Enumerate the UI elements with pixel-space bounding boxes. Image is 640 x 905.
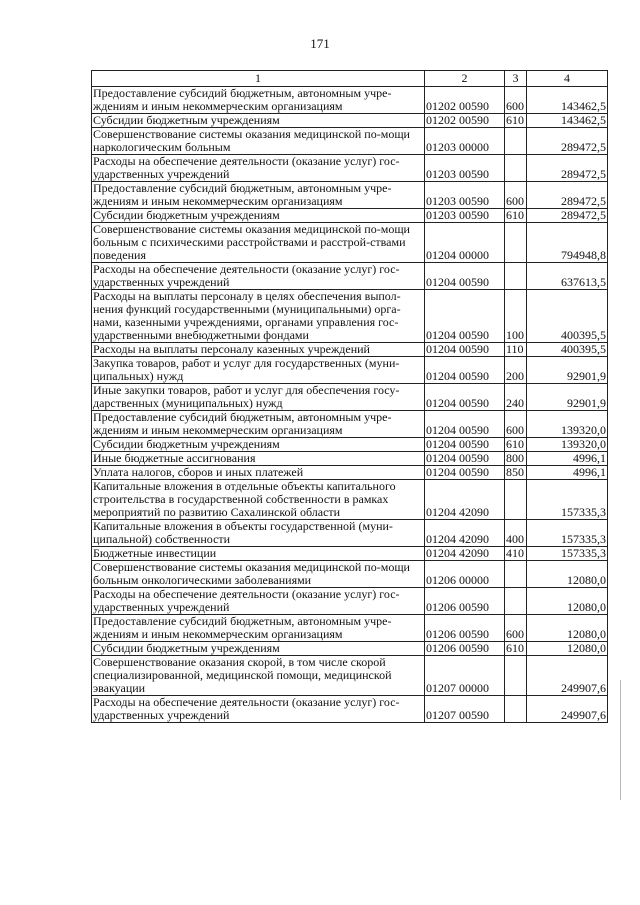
row-name: Иные бюджетные ассигнования — [92, 452, 425, 466]
table-row — [92, 615, 608, 642]
row-type: 850 — [505, 466, 527, 480]
table-row — [92, 223, 608, 263]
row-name: Совершенствование системы оказания медицинской по-мощи наркологическим больным — [92, 128, 425, 155]
row-name: Совершенствование системы оказания медицинской по-мощи больным с психическими расстройствами и расстрой-ствами поведения — [92, 223, 425, 263]
header-col-4: 4 — [527, 71, 608, 87]
row-name: Расходы на обеспечение деятельности (оказание услуг) гос-ударственных учреждений — [92, 588, 425, 615]
row-name: Предоставление субсидий бюджетным, автономным учре-ждениям и иным некоммерческим организациям — [92, 615, 425, 642]
row-name: Расходы на обеспечение деятельности (оказание услуг) гос-ударственных учреждений — [92, 155, 425, 182]
table-row — [92, 466, 608, 480]
table-row — [92, 547, 608, 561]
row-type: 600 — [505, 87, 527, 114]
table-row — [92, 128, 608, 155]
page-number: 171 — [310, 36, 330, 51]
table-header-row — [92, 71, 608, 87]
row-sum: 157335,3 — [527, 480, 608, 520]
row-type: 610 — [505, 438, 527, 452]
row-type: 600 — [505, 615, 527, 642]
table-row — [92, 438, 608, 452]
row-name: Предоставление субсидий бюджетным, автономным учре-ждениям и иным некоммерческим организациям — [92, 182, 425, 209]
row-sum: 157335,3 — [527, 520, 608, 547]
table-row — [92, 290, 608, 343]
row-code: 01203 00590 — [425, 155, 505, 182]
row-code: 01203 00590 — [425, 209, 505, 223]
table-row — [92, 384, 608, 411]
row-name: Капитальные вложения в объекты государственной (муни-ципальной) собственности — [92, 520, 425, 547]
table-row — [92, 209, 608, 223]
table-row — [92, 452, 608, 466]
row-code: 01204 00590 — [425, 411, 505, 438]
header-col-1: 1 — [92, 71, 425, 87]
row-name: Субсидии бюджетным учреждениям — [92, 642, 425, 656]
row-code: 01202 00590 — [425, 114, 505, 128]
row-code: 01203 00590 — [425, 182, 505, 209]
table-row — [92, 182, 608, 209]
row-type — [505, 588, 527, 615]
row-code: 01204 00590 — [425, 263, 505, 290]
row-name: Субсидии бюджетным учреждениям — [92, 438, 425, 452]
row-type: 610 — [505, 642, 527, 656]
row-sum: 289472,5 — [527, 209, 608, 223]
row-code: 01204 00590 — [425, 438, 505, 452]
row-name: Расходы на выплаты персоналу в целях обеспечения выпол-нения функций государственными (муниципальными) орга-нами, казенными учреждениями, органами управления гос-ударственными внебюджетными фондами — [92, 290, 425, 343]
header-col-3: 3 — [505, 71, 527, 87]
row-code: 01203 00000 — [425, 128, 505, 155]
row-code: 01204 00590 — [425, 290, 505, 343]
row-type: 610 — [505, 114, 527, 128]
header-col-2: 2 — [425, 71, 505, 87]
row-type — [505, 128, 527, 155]
row-name: Бюджетные инвестиции — [92, 547, 425, 561]
row-name: Капитальные вложения в отдельные объекты капитального строительства в государственной собственности в рамках мероприятий по развитию Сахалинской области — [92, 480, 425, 520]
row-sum: 289472,5 — [527, 128, 608, 155]
row-type — [505, 263, 527, 290]
row-name: Закупка товаров, работ и услуг для государственных (муни-ципальных) нужд — [92, 357, 425, 384]
row-sum: 4996,1 — [527, 466, 608, 480]
row-name: Субсидии бюджетным учреждениям — [92, 209, 425, 223]
row-sum: 400395,5 — [527, 290, 608, 343]
row-name: Уплата налогов, сборов и иных платежей — [92, 466, 425, 480]
row-code: 01204 00000 — [425, 223, 505, 263]
row-type: 800 — [505, 452, 527, 466]
row-sum: 637613,5 — [527, 263, 608, 290]
row-sum: 249907,6 — [527, 656, 608, 696]
table-row — [92, 561, 608, 588]
row-name: Иные закупки товаров, работ и услуг для обеспечения госу-дарственных (муниципальных) нужд — [92, 384, 425, 411]
row-code: 01204 00590 — [425, 452, 505, 466]
row-type — [505, 696, 527, 723]
table-row — [92, 480, 608, 520]
table-row — [92, 87, 608, 114]
row-code: 01202 00590 — [425, 87, 505, 114]
table-row — [92, 588, 608, 615]
row-sum: 12080,0 — [527, 561, 608, 588]
table-row — [92, 696, 608, 723]
row-sum: 92901,9 — [527, 384, 608, 411]
row-type: 410 — [505, 547, 527, 561]
row-code: 01206 00000 — [425, 561, 505, 588]
table-row — [92, 642, 608, 656]
row-name: Расходы на обеспечение деятельности (оказание услуг) гос-ударственных учреждений — [92, 263, 425, 290]
row-sum: 12080,0 — [527, 588, 608, 615]
row-code: 01204 00590 — [425, 343, 505, 357]
row-sum: 139320,0 — [527, 438, 608, 452]
row-code: 01206 00590 — [425, 642, 505, 656]
table-row — [92, 411, 608, 438]
row-type — [505, 656, 527, 696]
row-sum: 92901,9 — [527, 357, 608, 384]
table-row — [92, 520, 608, 547]
row-code: 01204 00590 — [425, 466, 505, 480]
row-code: 01206 00590 — [425, 588, 505, 615]
row-sum: 249907,6 — [527, 696, 608, 723]
table-row — [92, 357, 608, 384]
row-code: 01204 42090 — [425, 480, 505, 520]
row-type: 610 — [505, 209, 527, 223]
row-name: Расходы на выплаты персоналу казенных учреждений — [92, 343, 425, 357]
table-row — [92, 343, 608, 357]
row-type: 100 — [505, 290, 527, 343]
row-sum: 143462,5 — [527, 114, 608, 128]
row-sum: 139320,0 — [527, 411, 608, 438]
scan-margin-mark — [620, 680, 621, 800]
row-type — [505, 223, 527, 263]
row-sum: 157335,3 — [527, 547, 608, 561]
row-sum: 289472,5 — [527, 155, 608, 182]
row-name: Расходы на обеспечение деятельности (оказание услуг) гос-ударственных учреждений — [92, 696, 425, 723]
row-name: Совершенствование системы оказания медицинской по-мощи больным онкологическими заболеваниями — [92, 561, 425, 588]
row-type: 110 — [505, 343, 527, 357]
row-type — [505, 561, 527, 588]
row-name: Субсидии бюджетным учреждениям — [92, 114, 425, 128]
table-row — [92, 114, 608, 128]
row-code: 01204 42090 — [425, 520, 505, 547]
row-type — [505, 155, 527, 182]
row-name: Предоставление субсидий бюджетным, автономным учре-ждениям и иным некоммерческим организациям — [92, 411, 425, 438]
row-code: 01204 00590 — [425, 357, 505, 384]
row-type: 600 — [505, 411, 527, 438]
row-code: 01204 42090 — [425, 547, 505, 561]
row-sum: 400395,5 — [527, 343, 608, 357]
row-name: Предоставление субсидий бюджетным, автономным учре-ждениям и иным некоммерческим организациям — [92, 87, 425, 114]
row-sum: 4996,1 — [527, 452, 608, 466]
row-sum: 289472,5 — [527, 182, 608, 209]
row-type: 240 — [505, 384, 527, 411]
row-sum: 143462,5 — [527, 87, 608, 114]
table-row — [92, 656, 608, 696]
row-type — [505, 480, 527, 520]
row-code: 01207 00000 — [425, 656, 505, 696]
row-type: 400 — [505, 520, 527, 547]
row-sum: 12080,0 — [527, 615, 608, 642]
table-row — [92, 263, 608, 290]
row-sum: 794948,8 — [527, 223, 608, 263]
row-type: 200 — [505, 357, 527, 384]
table-row — [92, 155, 608, 182]
budget-table — [91, 70, 608, 723]
table-body — [92, 87, 608, 723]
row-type: 600 — [505, 182, 527, 209]
row-code: 01206 00590 — [425, 615, 505, 642]
row-name: Совершенствование оказания скорой, в том числе скорой специализированной, медицинской помощи, медицинской эвакуации — [92, 656, 425, 696]
row-code: 01207 00590 — [425, 696, 505, 723]
row-code: 01204 00590 — [425, 384, 505, 411]
row-sum: 12080,0 — [527, 642, 608, 656]
